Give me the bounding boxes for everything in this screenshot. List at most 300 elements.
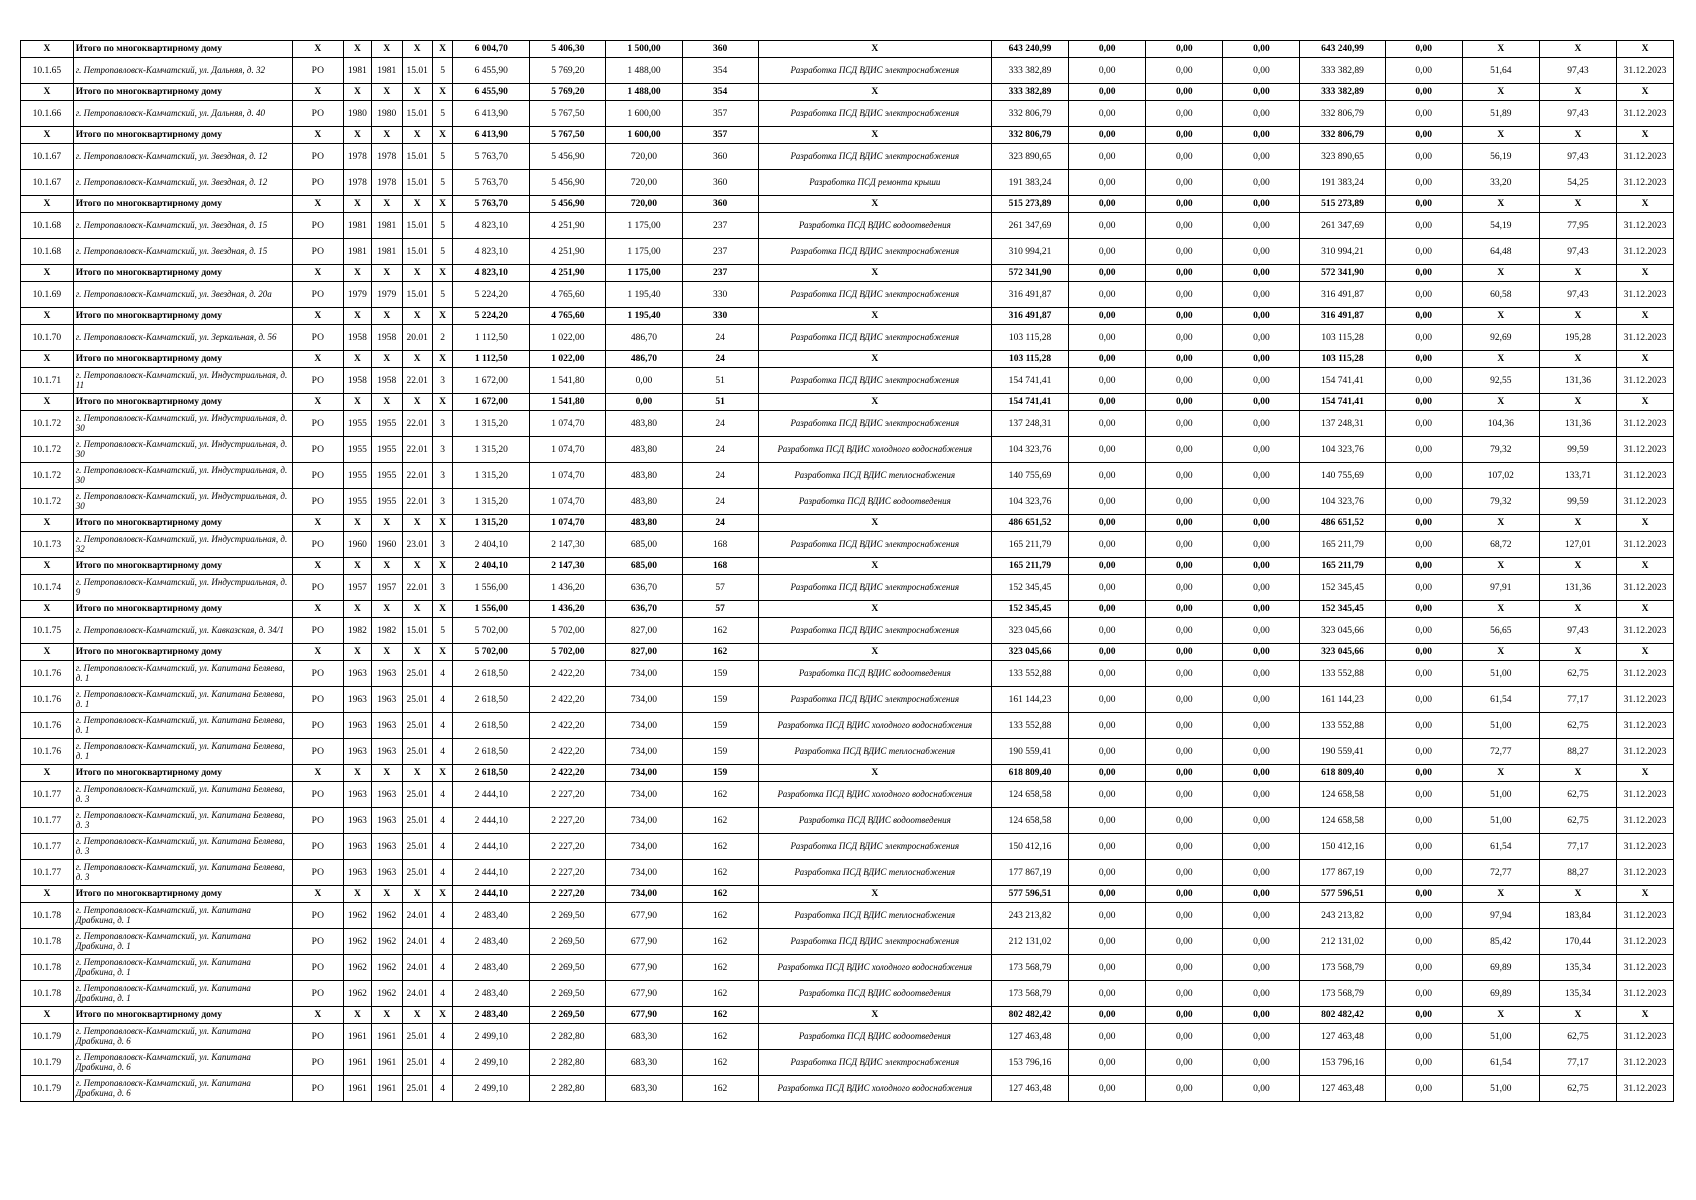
- table-row: [21, 437, 1674, 463]
- total-area-cell: 6 413,90: [453, 127, 530, 144]
- total-area-cell: 4 823,10: [453, 239, 530, 265]
- work-type-cell: Разработка ПСД ВДИС водоотведения: [758, 213, 991, 239]
- build-year-cell: 1957: [343, 575, 371, 601]
- commission-year-cell: X: [372, 84, 402, 101]
- residents-cell: 24: [682, 325, 758, 351]
- deadline-cell: X: [1617, 515, 1674, 532]
- unit-cost-limit-cell: 77,95: [1539, 213, 1616, 239]
- cost-total-cell: 323 045,66: [992, 644, 1069, 661]
- method-cell: РО: [292, 1050, 343, 1076]
- address-cell: Итого по многоквартирному дому: [73, 41, 292, 58]
- fund-owners-cell: 140 755,69: [1300, 463, 1385, 489]
- nonliving-area-cell: 685,00: [606, 532, 682, 558]
- cost-total-cell: 165 211,79: [992, 532, 1069, 558]
- build-year-cell: 1958: [343, 325, 371, 351]
- cost-total-cell: 124 658,58: [992, 782, 1069, 808]
- address-cell: г. Петропавловск-Камчатский, ул. Капитана Беляева, д. 1: [73, 713, 292, 739]
- series-cell: X: [402, 196, 432, 213]
- commission-year-cell: X: [372, 1007, 402, 1024]
- build-year-cell: 1963: [343, 834, 371, 860]
- item-number-cell: 10.1.76: [21, 661, 74, 687]
- work-type-cell: X: [758, 886, 991, 903]
- table-row: [21, 1050, 1674, 1076]
- fund-local-cell: 0,00: [1223, 903, 1300, 929]
- living-area-cell: 1 436,20: [530, 575, 606, 601]
- build-year-cell: 1981: [343, 58, 371, 84]
- build-year-cell: 1978: [343, 144, 371, 170]
- build-year-cell: 1961: [343, 1076, 371, 1102]
- fund-other-cell: 0,00: [1385, 515, 1462, 532]
- unit-cost-limit-cell: 170,44: [1539, 929, 1616, 955]
- fund-regional-cell: 0,00: [1146, 687, 1223, 713]
- total-area-cell: 2 483,40: [453, 981, 530, 1007]
- nonliving-area-cell: 483,80: [606, 437, 682, 463]
- fund-regional-cell: 0,00: [1146, 1007, 1223, 1024]
- deadline-cell: 31.12.2023: [1617, 860, 1674, 886]
- nonliving-area-cell: 1 600,00: [606, 101, 682, 127]
- cost-total-cell: 150 412,16: [992, 834, 1069, 860]
- fund-other-cell: 0,00: [1385, 394, 1462, 411]
- fund-other-cell: 0,00: [1385, 282, 1462, 308]
- item-number-cell: 10.1.68: [21, 213, 74, 239]
- fund-owners-cell: 323 045,66: [1300, 644, 1385, 661]
- cost-total-cell: 140 755,69: [992, 463, 1069, 489]
- floors-cell: 4: [432, 929, 452, 955]
- floors-cell: X: [432, 1007, 452, 1024]
- table-row: [21, 463, 1674, 489]
- fund-federal-cell: 0,00: [1069, 1050, 1146, 1076]
- commission-year-cell: 1962: [372, 981, 402, 1007]
- floors-cell: 5: [432, 213, 452, 239]
- table-row: [21, 213, 1674, 239]
- floors-cell: X: [432, 41, 452, 58]
- address-cell: Итого по многоквартирному дому: [73, 265, 292, 282]
- fund-regional-cell: 0,00: [1146, 955, 1223, 981]
- build-year-cell: X: [343, 1007, 371, 1024]
- build-year-cell: 1981: [343, 239, 371, 265]
- nonliving-area-cell: 720,00: [606, 144, 682, 170]
- fund-local-cell: 0,00: [1223, 558, 1300, 575]
- series-cell: 15.01: [402, 282, 432, 308]
- residents-cell: 162: [682, 903, 758, 929]
- living-area-cell: 5 767,50: [530, 127, 606, 144]
- floors-cell: X: [432, 84, 452, 101]
- series-cell: 25.01: [402, 860, 432, 886]
- nonliving-area-cell: 685,00: [606, 558, 682, 575]
- work-type-cell: Разработка ПСД ВДИС электроснабжения: [758, 101, 991, 127]
- cost-total-cell: 333 382,89: [992, 58, 1069, 84]
- living-area-cell: 2 227,20: [530, 834, 606, 860]
- residents-cell: 168: [682, 532, 758, 558]
- work-type-cell: Разработка ПСД ВДИС электроснабжения: [758, 58, 991, 84]
- total-row: [21, 515, 1674, 532]
- total-area-cell: 5 763,70: [453, 170, 530, 196]
- nonliving-area-cell: 1 175,00: [606, 213, 682, 239]
- unit-cost-limit-cell: X: [1539, 127, 1616, 144]
- nonliving-area-cell: 483,80: [606, 411, 682, 437]
- build-year-cell: 1981: [343, 213, 371, 239]
- deadline-cell: 31.12.2023: [1617, 661, 1674, 687]
- living-area-cell: 2 282,80: [530, 1024, 606, 1050]
- unit-cost-limit-cell: 62,75: [1539, 1076, 1616, 1102]
- address-cell: г. Петропавловск-Камчатский, ул. Кавказская, д. 34/1: [73, 618, 292, 644]
- cost-total-cell: 333 382,89: [992, 84, 1069, 101]
- total-area-cell: 5 763,70: [453, 144, 530, 170]
- fund-owners-cell: 310 994,21: [1300, 239, 1385, 265]
- series-cell: 25.01: [402, 834, 432, 860]
- nonliving-area-cell: 486,70: [606, 325, 682, 351]
- unit-cost-limit-cell: 97,43: [1539, 144, 1616, 170]
- fund-other-cell: 0,00: [1385, 1007, 1462, 1024]
- floors-cell: X: [432, 394, 452, 411]
- nonliving-area-cell: 1 488,00: [606, 58, 682, 84]
- item-number-cell: 10.1.72: [21, 411, 74, 437]
- method-cell: РО: [292, 834, 343, 860]
- total-area-cell: 2 618,50: [453, 765, 530, 782]
- address-cell: г. Петропавловск-Камчатский, ул. Индустриальная, д. 30: [73, 489, 292, 515]
- cost-total-cell: 323 890,65: [992, 144, 1069, 170]
- build-year-cell: 1980: [343, 101, 371, 127]
- living-area-cell: 2 269,50: [530, 929, 606, 955]
- fund-owners-cell: 165 211,79: [1300, 558, 1385, 575]
- fund-regional-cell: 0,00: [1146, 144, 1223, 170]
- total-area-cell: 2 499,10: [453, 1076, 530, 1102]
- table-row: [21, 532, 1674, 558]
- series-cell: X: [402, 558, 432, 575]
- fund-federal-cell: 0,00: [1069, 687, 1146, 713]
- method-cell: РО: [292, 903, 343, 929]
- fund-owners-cell: 173 568,79: [1300, 955, 1385, 981]
- fund-local-cell: 0,00: [1223, 618, 1300, 644]
- nonliving-area-cell: 1 488,00: [606, 84, 682, 101]
- fund-federal-cell: 0,00: [1069, 981, 1146, 1007]
- living-area-cell: 1 074,70: [530, 515, 606, 532]
- total-area-cell: 2 618,50: [453, 713, 530, 739]
- fund-local-cell: 0,00: [1223, 170, 1300, 196]
- unit-cost-cell: 97,91: [1462, 575, 1539, 601]
- deadline-cell: X: [1617, 765, 1674, 782]
- residents-cell: 24: [682, 489, 758, 515]
- item-number-cell: X: [21, 558, 74, 575]
- commission-year-cell: 1963: [372, 713, 402, 739]
- work-type-cell: Разработка ПСД ВДИС электроснабжения: [758, 618, 991, 644]
- unit-cost-cell: 92,69: [1462, 325, 1539, 351]
- living-area-cell: 2 422,20: [530, 661, 606, 687]
- item-number-cell: 10.1.79: [21, 1050, 74, 1076]
- total-area-cell: 6 455,90: [453, 84, 530, 101]
- fund-other-cell: 0,00: [1385, 601, 1462, 618]
- unit-cost-limit-cell: 99,59: [1539, 489, 1616, 515]
- fund-federal-cell: 0,00: [1069, 144, 1146, 170]
- commission-year-cell: 1961: [372, 1076, 402, 1102]
- nonliving-area-cell: 1 195,40: [606, 308, 682, 325]
- work-type-cell: Разработка ПСД ВДИС электроснабжения: [758, 834, 991, 860]
- fund-local-cell: 0,00: [1223, 981, 1300, 1007]
- fund-other-cell: 0,00: [1385, 170, 1462, 196]
- build-year-cell: 1961: [343, 1050, 371, 1076]
- table-row: [21, 860, 1674, 886]
- unit-cost-limit-cell: 131,36: [1539, 368, 1616, 394]
- cost-total-cell: 127 463,48: [992, 1076, 1069, 1102]
- unit-cost-cell: 85,42: [1462, 929, 1539, 955]
- commission-year-cell: 1962: [372, 929, 402, 955]
- commission-year-cell: 1955: [372, 489, 402, 515]
- total-row: [21, 1007, 1674, 1024]
- build-year-cell: 1955: [343, 437, 371, 463]
- address-cell: Итого по многоквартирному дому: [73, 127, 292, 144]
- fund-other-cell: 0,00: [1385, 101, 1462, 127]
- floors-cell: 4: [432, 955, 452, 981]
- address-cell: Итого по многоквартирному дому: [73, 308, 292, 325]
- fund-federal-cell: 0,00: [1069, 601, 1146, 618]
- item-number-cell: 10.1.72: [21, 463, 74, 489]
- total-area-cell: 6 004,70: [453, 41, 530, 58]
- unit-cost-limit-cell: 131,36: [1539, 575, 1616, 601]
- unit-cost-cell: 51,00: [1462, 808, 1539, 834]
- fund-owners-cell: 577 596,51: [1300, 886, 1385, 903]
- total-area-cell: 2 483,40: [453, 903, 530, 929]
- work-type-cell: Разработка ПСД ВДИС электроснабжения: [758, 144, 991, 170]
- series-cell: X: [402, 1007, 432, 1024]
- address-cell: г. Петропавловск-Камчатский, ул. Капитана Драбкина, д. 6: [73, 1050, 292, 1076]
- commission-year-cell: X: [372, 394, 402, 411]
- unit-cost-cell: 54,19: [1462, 213, 1539, 239]
- commission-year-cell: 1963: [372, 808, 402, 834]
- fund-local-cell: 0,00: [1223, 782, 1300, 808]
- residents-cell: 357: [682, 127, 758, 144]
- residents-cell: 360: [682, 144, 758, 170]
- fund-federal-cell: 0,00: [1069, 170, 1146, 196]
- series-cell: 15.01: [402, 170, 432, 196]
- residents-cell: 237: [682, 265, 758, 282]
- unit-cost-limit-cell: X: [1539, 601, 1616, 618]
- unit-cost-limit-cell: X: [1539, 515, 1616, 532]
- method-cell: X: [292, 515, 343, 532]
- item-number-cell: X: [21, 265, 74, 282]
- work-type-cell: X: [758, 394, 991, 411]
- commission-year-cell: X: [372, 127, 402, 144]
- fund-federal-cell: 0,00: [1069, 713, 1146, 739]
- commission-year-cell: 1962: [372, 903, 402, 929]
- method-cell: РО: [292, 575, 343, 601]
- cost-total-cell: 332 806,79: [992, 127, 1069, 144]
- fund-regional-cell: 0,00: [1146, 601, 1223, 618]
- cost-total-cell: 103 115,28: [992, 351, 1069, 368]
- deadline-cell: 31.12.2023: [1617, 368, 1674, 394]
- cost-total-cell: 154 741,41: [992, 368, 1069, 394]
- address-cell: г. Петропавловск-Камчатский, ул. Дальняя, д. 32: [73, 58, 292, 84]
- address-cell: г. Петропавловск-Камчатский, ул. Звездная, д. 12: [73, 144, 292, 170]
- fund-federal-cell: 0,00: [1069, 955, 1146, 981]
- deadline-cell: X: [1617, 351, 1674, 368]
- table-row: [21, 282, 1674, 308]
- fund-local-cell: 0,00: [1223, 834, 1300, 860]
- residents-cell: 168: [682, 558, 758, 575]
- total-area-cell: 4 823,10: [453, 265, 530, 282]
- work-type-cell: X: [758, 127, 991, 144]
- unit-cost-cell: X: [1462, 1007, 1539, 1024]
- commission-year-cell: 1963: [372, 661, 402, 687]
- total-row: [21, 265, 1674, 282]
- total-area-cell: 2 483,40: [453, 929, 530, 955]
- table-row: [21, 834, 1674, 860]
- nonliving-area-cell: 483,80: [606, 515, 682, 532]
- floors-cell: 4: [432, 687, 452, 713]
- unit-cost-limit-cell: X: [1539, 308, 1616, 325]
- build-year-cell: X: [343, 558, 371, 575]
- fund-federal-cell: 0,00: [1069, 437, 1146, 463]
- fund-local-cell: 0,00: [1223, 127, 1300, 144]
- living-area-cell: 4 765,60: [530, 282, 606, 308]
- address-cell: г. Петропавловск-Камчатский, ул. Капитана Беляева, д. 3: [73, 782, 292, 808]
- living-area-cell: 2 422,20: [530, 687, 606, 713]
- item-number-cell: 10.1.69: [21, 282, 74, 308]
- deadline-cell: 31.12.2023: [1617, 834, 1674, 860]
- fund-owners-cell: 173 568,79: [1300, 981, 1385, 1007]
- fund-owners-cell: 333 382,89: [1300, 58, 1385, 84]
- total-row: [21, 84, 1674, 101]
- nonliving-area-cell: 734,00: [606, 661, 682, 687]
- living-area-cell: 2 269,50: [530, 955, 606, 981]
- fund-regional-cell: 0,00: [1146, 558, 1223, 575]
- item-number-cell: 10.1.77: [21, 860, 74, 886]
- total-area-cell: 2 444,10: [453, 808, 530, 834]
- unit-cost-cell: 107,02: [1462, 463, 1539, 489]
- address-cell: Итого по многоквартирному дому: [73, 515, 292, 532]
- fund-regional-cell: 0,00: [1146, 532, 1223, 558]
- fund-other-cell: 0,00: [1385, 58, 1462, 84]
- unit-cost-cell: 92,55: [1462, 368, 1539, 394]
- floors-cell: 3: [432, 463, 452, 489]
- residents-cell: 24: [682, 463, 758, 489]
- fund-federal-cell: 0,00: [1069, 558, 1146, 575]
- total-row: [21, 308, 1674, 325]
- unit-cost-limit-cell: X: [1539, 196, 1616, 213]
- floors-cell: 4: [432, 981, 452, 1007]
- unit-cost-cell: 51,89: [1462, 101, 1539, 127]
- fund-other-cell: 0,00: [1385, 558, 1462, 575]
- floors-cell: 5: [432, 618, 452, 644]
- cost-total-cell: 486 651,52: [992, 515, 1069, 532]
- residents-cell: 330: [682, 282, 758, 308]
- floors-cell: X: [432, 601, 452, 618]
- address-cell: г. Петропавловск-Камчатский, ул. Индустриальная, д. 30: [73, 463, 292, 489]
- residents-cell: 159: [682, 687, 758, 713]
- nonliving-area-cell: 483,80: [606, 489, 682, 515]
- fund-federal-cell: 0,00: [1069, 765, 1146, 782]
- fund-regional-cell: 0,00: [1146, 1024, 1223, 1050]
- fund-local-cell: 0,00: [1223, 351, 1300, 368]
- floors-cell: 4: [432, 1050, 452, 1076]
- commission-year-cell: 1961: [372, 1050, 402, 1076]
- table-row: [21, 411, 1674, 437]
- unit-cost-limit-cell: 99,59: [1539, 437, 1616, 463]
- series-cell: 25.01: [402, 808, 432, 834]
- address-cell: г. Петропавловск-Камчатский, ул. Капитана Драбкина, д. 1: [73, 929, 292, 955]
- fund-other-cell: 0,00: [1385, 127, 1462, 144]
- work-type-cell: Разработка ПСД ВДИС электроснабжения: [758, 411, 991, 437]
- unit-cost-limit-cell: X: [1539, 265, 1616, 282]
- fund-local-cell: 0,00: [1223, 575, 1300, 601]
- unit-cost-limit-cell: X: [1539, 351, 1616, 368]
- work-type-cell: Разработка ПСД ВДИС водоотведения: [758, 1024, 991, 1050]
- deadline-cell: X: [1617, 601, 1674, 618]
- total-area-cell: 1 672,00: [453, 394, 530, 411]
- fund-local-cell: 0,00: [1223, 886, 1300, 903]
- fund-regional-cell: 0,00: [1146, 782, 1223, 808]
- build-year-cell: 1963: [343, 687, 371, 713]
- commission-year-cell: 1962: [372, 955, 402, 981]
- deadline-cell: 31.12.2023: [1617, 981, 1674, 1007]
- work-type-cell: X: [758, 308, 991, 325]
- deadline-cell: 31.12.2023: [1617, 1024, 1674, 1050]
- series-cell: 20.01: [402, 325, 432, 351]
- item-number-cell: 10.1.68: [21, 239, 74, 265]
- commission-year-cell: 1960: [372, 532, 402, 558]
- total-row: [21, 127, 1674, 144]
- total-area-cell: 1 672,00: [453, 368, 530, 394]
- work-type-cell: Разработка ПСД ВДИС электроснабжения: [758, 325, 991, 351]
- build-year-cell: X: [343, 265, 371, 282]
- nonliving-area-cell: 1 175,00: [606, 239, 682, 265]
- fund-federal-cell: 0,00: [1069, 265, 1146, 282]
- table-row: [21, 903, 1674, 929]
- build-year-cell: X: [343, 394, 371, 411]
- address-cell: Итого по многоквартирному дому: [73, 558, 292, 575]
- series-cell: 15.01: [402, 213, 432, 239]
- fund-other-cell: 0,00: [1385, 1076, 1462, 1102]
- residents-cell: 237: [682, 239, 758, 265]
- work-type-cell: Разработка ПСД ВДИС холодного водоснабжения: [758, 713, 991, 739]
- living-area-cell: 1 436,20: [530, 601, 606, 618]
- fund-federal-cell: 0,00: [1069, 860, 1146, 886]
- living-area-cell: 2 227,20: [530, 886, 606, 903]
- address-cell: г. Петропавловск-Камчатский, ул. Звездная, д. 15: [73, 239, 292, 265]
- fund-local-cell: 0,00: [1223, 308, 1300, 325]
- commission-year-cell: X: [372, 558, 402, 575]
- build-year-cell: 1963: [343, 661, 371, 687]
- living-area-cell: 5 767,50: [530, 101, 606, 127]
- deadline-cell: X: [1617, 1007, 1674, 1024]
- total-area-cell: 2 444,10: [453, 782, 530, 808]
- nonliving-area-cell: 734,00: [606, 713, 682, 739]
- unit-cost-limit-cell: 88,27: [1539, 860, 1616, 886]
- series-cell: 22.01: [402, 411, 432, 437]
- build-year-cell: 1963: [343, 808, 371, 834]
- fund-federal-cell: 0,00: [1069, 239, 1146, 265]
- work-type-cell: X: [758, 644, 991, 661]
- fund-owners-cell: 261 347,69: [1300, 213, 1385, 239]
- fund-local-cell: 0,00: [1223, 929, 1300, 955]
- build-year-cell: 1962: [343, 929, 371, 955]
- living-area-cell: 1 022,00: [530, 351, 606, 368]
- fund-other-cell: 0,00: [1385, 575, 1462, 601]
- work-type-cell: Разработка ПСД ВДИС электроснабжения: [758, 239, 991, 265]
- build-year-cell: X: [343, 886, 371, 903]
- fund-regional-cell: 0,00: [1146, 713, 1223, 739]
- unit-cost-cell: 79,32: [1462, 489, 1539, 515]
- fund-regional-cell: 0,00: [1146, 170, 1223, 196]
- fund-federal-cell: 0,00: [1069, 84, 1146, 101]
- cost-total-cell: 212 131,02: [992, 929, 1069, 955]
- build-year-cell: 1961: [343, 1024, 371, 1050]
- address-cell: г. Петропавловск-Камчатский, ул. Капитана Беляева, д. 3: [73, 834, 292, 860]
- unit-cost-limit-cell: 131,36: [1539, 411, 1616, 437]
- fund-federal-cell: 0,00: [1069, 834, 1146, 860]
- fund-other-cell: 0,00: [1385, 41, 1462, 58]
- address-cell: г. Петропавловск-Камчатский, ул. Дальняя, д. 40: [73, 101, 292, 127]
- unit-cost-limit-cell: 183,84: [1539, 903, 1616, 929]
